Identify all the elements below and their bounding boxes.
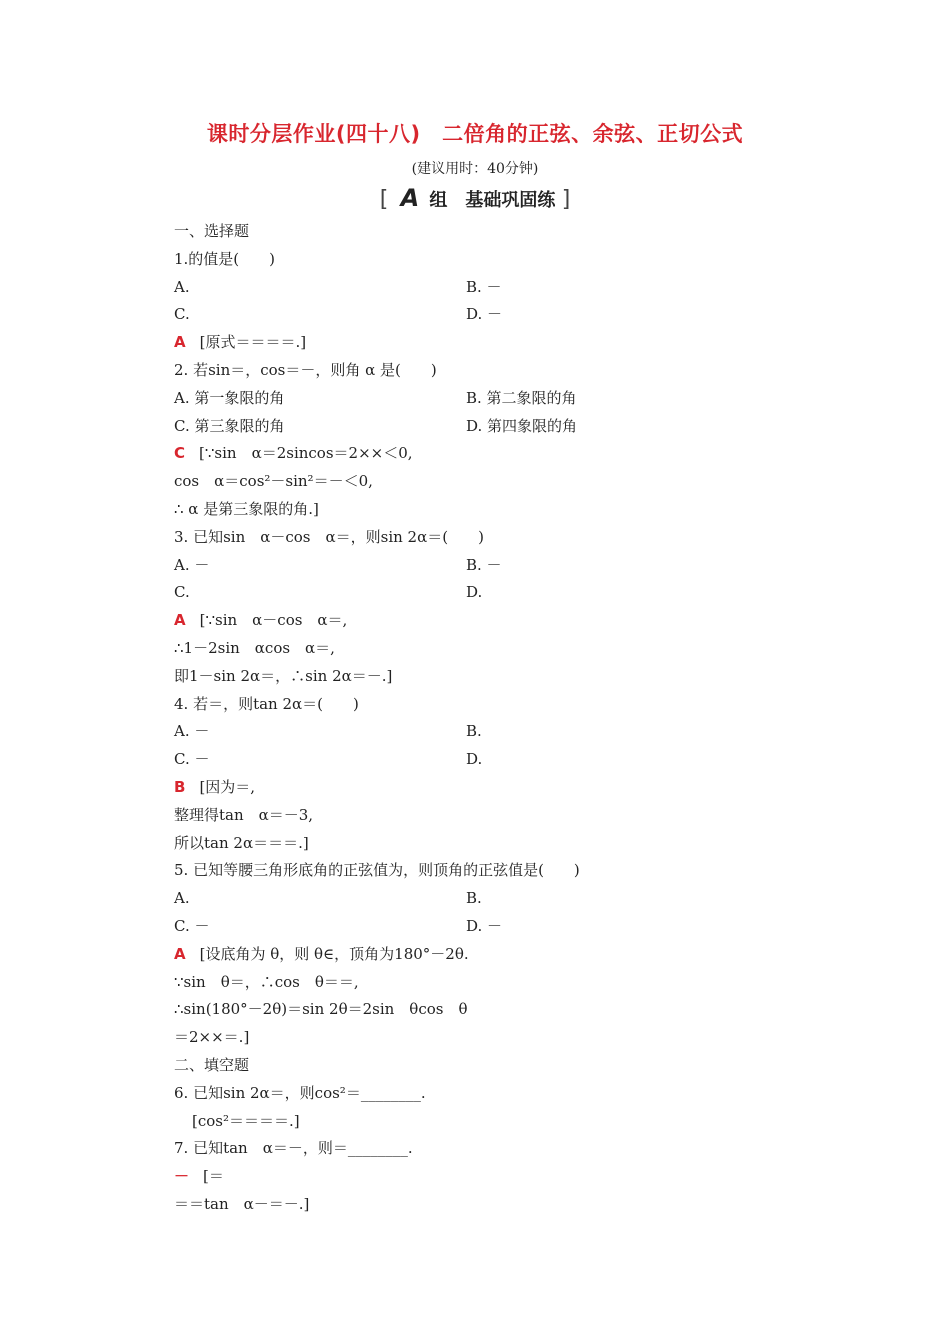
option-row — [174, 718, 734, 746]
group-banner — [0, 184, 950, 212]
option-row — [174, 913, 734, 941]
solution-line: ＝＝tan α－＝－.] — [174, 1194, 310, 1213]
option-a: A. — [174, 277, 190, 296]
option-c: C. － — [174, 750, 210, 769]
option-row — [174, 385, 734, 413]
page-title: 课时分层作业(四十八) 二倍角的正弦、余弦、正切公式 — [206, 122, 744, 146]
solution-line: ∴1－2sin αcos α＝, — [174, 638, 335, 657]
solution-text: [∵sin α－cos α＝, — [199, 611, 348, 630]
solution-line — [174, 440, 734, 468]
option-d: D. 第四象限的角 — [466, 416, 578, 435]
option-a: A. － — [174, 555, 210, 574]
question-stem: 2. 若sin＝，cos＝－，则角 α 是( ) — [174, 360, 437, 379]
option-c: C. — [174, 583, 190, 602]
section-heading: 一、选择题 — [174, 222, 250, 240]
option-c: C. 第三象限的角 — [174, 416, 285, 435]
solution-line — [174, 607, 734, 635]
solution-line — [174, 1163, 734, 1191]
answer-value: － — [174, 1167, 190, 1186]
section-heading: 二、填空题 — [174, 1055, 250, 1074]
option-b: B. － — [466, 277, 502, 296]
group-label: 组 基础巩固练 — [429, 190, 556, 211]
option-b: B. — [466, 722, 482, 741]
solution-text: [∵sin α＝2sincos＝2××＜0, — [199, 444, 413, 463]
solution-line: cos α＝cos²－sin²＝－＜0, — [174, 472, 373, 491]
option-row — [174, 552, 734, 580]
solution-line: ∵sin θ＝，∴cos θ＝＝, — [174, 972, 359, 991]
solution-line: 即1－sin 2α＝，∴sin 2α＝－.] — [174, 666, 393, 685]
solution-line — [174, 941, 734, 969]
question-stem: 6. 已知sin 2α＝，则cos²＝________. — [174, 1083, 426, 1102]
solution-text: [因为＝, — [199, 777, 256, 796]
solution-line: ∴sin(180°－2θ)＝sin 2θ＝2sin θcos θ — [174, 1000, 468, 1019]
option-row — [174, 746, 734, 774]
option-a: A. － — [174, 722, 210, 741]
banner-open-bracket: [ — [379, 187, 389, 212]
option-a: A. — [174, 889, 190, 908]
option-b: B. — [466, 889, 482, 908]
option-row — [174, 274, 734, 302]
option-d: D. — [466, 750, 483, 769]
option-d: D. － — [466, 916, 503, 935]
solution-line — [174, 329, 734, 357]
option-d: D. － — [466, 305, 503, 324]
answer-letter: A — [174, 333, 186, 352]
solution-line: 所以tan 2α＝＝＝.] — [174, 833, 309, 852]
option-d: D. — [466, 583, 483, 602]
solution-text: [＝ — [203, 1167, 224, 1186]
option-a: A. 第一象限的角 — [174, 388, 285, 407]
banner-close-bracket: ] — [561, 187, 571, 212]
question-stem: 1.的值是( ) — [174, 249, 276, 268]
option-c: C. － — [174, 916, 210, 935]
option-row — [174, 885, 734, 913]
answer-letter: B — [174, 777, 186, 796]
question-stem: 4. 若＝，则tan 2α＝( ) — [174, 694, 359, 713]
solution-line: [cos²＝＝＝＝.] — [192, 1111, 300, 1130]
solution-line: ＝2××＝.] — [174, 1028, 250, 1047]
answer-letter: A — [174, 944, 186, 963]
question-stem: 7. 已知tan α＝－，则＝________. — [174, 1139, 413, 1158]
solution-line: ∴ α 是第三象限的角.] — [174, 499, 319, 518]
exercise-content — [174, 218, 734, 1219]
option-c: C. — [174, 305, 190, 324]
group-letter: A — [400, 184, 420, 212]
answer-letter: A — [174, 611, 186, 630]
solution-line: 整理得tan α＝－3, — [174, 805, 314, 824]
solution-text: [设底角为 θ，则 θ∈，顶角为180°－2θ. — [199, 944, 469, 963]
option-row — [174, 413, 734, 441]
answer-letter: C — [174, 444, 186, 463]
option-b: B. 第二象限的角 — [466, 388, 577, 407]
option-row — [174, 579, 734, 607]
option-row — [174, 301, 734, 329]
option-b: B. － — [466, 555, 502, 574]
question-stem: 3. 已知sin α－cos α＝，则sin 2α＝( ) — [174, 527, 484, 546]
question-stem: 5. 已知等腰三角形底角的正弦值为，则顶角的正弦值是( ) — [174, 861, 580, 880]
solution-line — [174, 774, 734, 802]
solution-text: [原式＝＝＝＝.] — [199, 333, 307, 352]
suggested-time: (建议用时：40分钟) — [411, 161, 539, 177]
